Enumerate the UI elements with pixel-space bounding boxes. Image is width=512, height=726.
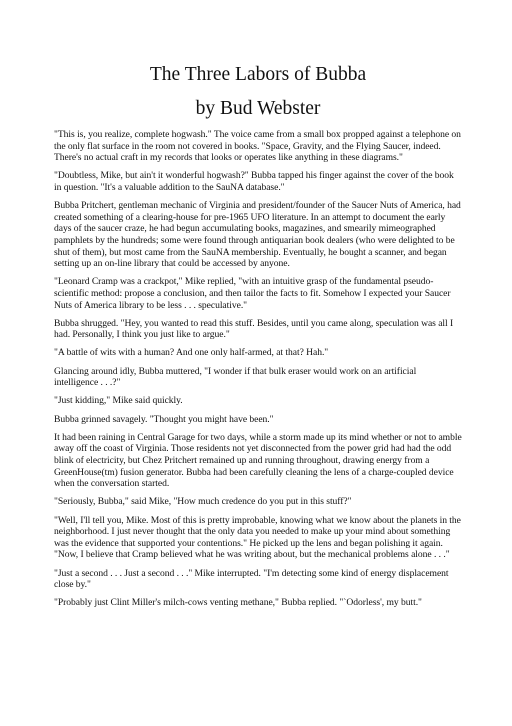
paragraph: "Doubtless, Mike, but ain't it wonderful hogwash?" Bubba tapped his finger against the cover of the book in question. "It's a valuable addition to the SauNA database." (54, 170, 454, 193)
paragraph: "Well, I'll tell you, Mike. Most of this is pretty improbable, knowing what we know about the planets in the neighborhood. I just never thought that the only data you needed to make up your mind about something was the evidence that supported your contentions." He picked up the lens and began polishing it again. "Now, I believe that Cramp believed what he was writing about, but the mechanical problems alone . . ." (54, 514, 461, 561)
paragraph: It had been raining in Central Garage for two days, while a storm made up its mind whether or not to amble away off the coast of Virginia. Those residents not yet disconnected from the power grid had had the odd blink of electricity, but Chez Pritchert remained up and running throughout, drawing energy from a GreenHouse(tm) fusion generator. Bubba had been carefully cleaning the lens of a charge-coupled device when the conversation started. (54, 431, 462, 490)
paragraph: "Seriously, Bubba," said Mike, "How much credence do you put in this stuff?" (54, 496, 352, 508)
paragraph: Bubba grinned savagely. "Thought you might have been." (54, 413, 274, 425)
paragraph: "This is, you realize, complete hogwash." The voice came from a small box propped against a telephone on the only flat surface in the room not covered in books. "Space, Gravity, and the Flying Saucer, indeed. There's no actual craft in my records that looks or operates like anything in these diagrams." (54, 129, 461, 164)
document-body (54, 129, 462, 609)
paragraph: "A battle of wits with a human? And one only half-armed, at that? Hah." (54, 347, 329, 359)
paragraph: Bubba Pritchert, gentleman mechanic of Virginia and president/founder of the Saucer Nuts of America, had created something of a clearing-house for pre-1965 UFO literature. In an attempt to document the early days of the saucer craze, he had begun accumulating books, magazines, and smearily mimeographed pamphlets by the hundreds; some were found through antiquarian book dealers (who were delighted to be shut of them), but most came from the SauNA membership. Eventually, he bought a scanner, and began setting up an on-line library that could be accessed by anyone. (54, 200, 461, 270)
paragraph: "Leonard Cramp was a crackpot," Mike replied, "with an intuitive grasp of the fundamental pseudo-scientific method: propose a conclusion, and then tailor the facts to fit. Somehow I expected your Saucer Nuts of America library to be less . . . speculative." (54, 276, 451, 311)
document-title: The Three Labors of Bubba (149, 64, 367, 85)
document-byline: by Bud Webster (195, 98, 321, 119)
paragraph: Bubba shrugged. "Hey, you wanted to read this stuff. Besides, until you came along, speculation was all I had. Personally, I think you just like to argue." (54, 317, 454, 341)
paragraph: "Just a second . . . Just a second . . ." Mike interrupted. "I'm detecting some kind of energy displacement close by." (54, 567, 449, 591)
paragraph: "Probably just Clint Miller's milch-cows venting methane," Bubba replied. "`Odorless', my butt." (54, 597, 422, 609)
paragraph: Glancing around idly, Bubba muttered, "I wonder if that bulk eraser would work on an artificial intelligence . . .?" (54, 365, 417, 389)
paragraph: "Just kidding," Mike said quickly. (54, 395, 183, 407)
